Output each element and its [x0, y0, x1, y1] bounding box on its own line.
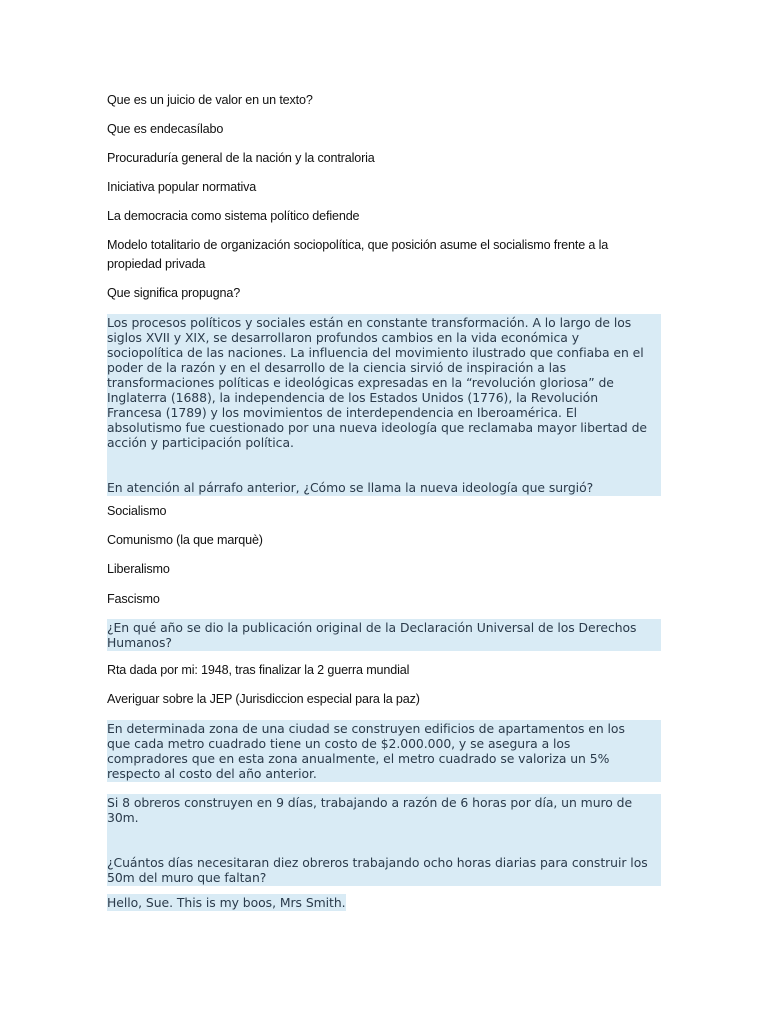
option-comunismo: [107, 531, 662, 550]
passage-line: poder de la razón y en el desarrollo de la ciencia sirvió de inspiración a las: [107, 360, 566, 375]
option-liberalismo: [107, 560, 662, 579]
question-democracia: [107, 207, 662, 226]
passage-line: En determinada zona de una ciudad se construyen edificios de apartamentos en los: [107, 721, 625, 736]
option-text: Comunismo (la que marquè): [107, 533, 263, 547]
question-juicio-de-valor: [107, 91, 662, 110]
question-text: Procuraduría general de la nación y la contraloria: [107, 151, 375, 165]
question-text: Que es endecasílabo: [107, 122, 224, 136]
question-text: Iniciativa popular normativa: [107, 180, 257, 194]
passage-line: Si 8 obreros construyen en 9 días, trabajando a razón de 6 horas por día, un muro de: [107, 795, 633, 810]
passage-gap: [107, 825, 661, 840]
question-iniciativa-popular: [107, 178, 662, 197]
note-text: Averiguar sobre la JEP (Jurisdiccion especial para la paz): [107, 692, 420, 706]
passage-line: siglos XVII y XIX, se desarrollaron profundos cambios en la vida económica y: [107, 330, 580, 345]
question-propugna: [107, 284, 662, 303]
note-jep: [107, 690, 662, 709]
passage-line: ¿En qué año se dio la publicación original de la Declaración Universal de los Derechos: [107, 620, 637, 635]
question-text: Que es un juicio de valor en un texto?: [107, 93, 313, 107]
passage-line: Humanos?: [107, 635, 172, 650]
highlighted-passage-apartamentos: [107, 720, 661, 782]
passage-question-line: ¿Cuántos días necesitaran diez obreros trabajando ocho horas diarias para construir los: [107, 855, 648, 870]
passage-question-line: 50m del muro que faltan?: [107, 870, 267, 885]
question-endecasilabo: [107, 120, 662, 139]
passage-line: transformaciones políticas e ideológicas expresadas en la “revolución gloriosa” de: [107, 375, 614, 390]
passage-line: respecto al costo del año anterior.: [107, 766, 317, 781]
passage-line: Los procesos políticos y sociales están en constante transformación. A lo largo de los: [107, 315, 632, 330]
passage-line: absolutismo fue cuestionado por una nueva ideología que reclamaba mayor libertad de: [107, 420, 647, 435]
highlighted-question-derechos-humanos: [107, 619, 661, 651]
passage-line: compradores que en esta zona anualmente, el metro cuadrado se valoriza un 5%: [107, 751, 610, 766]
highlighted-passage-obreros: [107, 794, 661, 886]
passage-line: Hello, Sue. This is my boos, Mrs Smith.: [107, 895, 346, 910]
option-fascismo: [107, 590, 662, 609]
passage-gap: [107, 450, 661, 465]
option-text: Socialismo: [107, 504, 167, 518]
option-text: Liberalismo: [107, 562, 170, 576]
question-procuraduria: [107, 149, 662, 168]
passage-question: En atención al párrafo anterior, ¿Cómo se llama la nueva ideología que surgió?: [107, 480, 594, 495]
passage-line: Inglaterra (1688), la independencia de los Estados Unidos (1776), la Revolución: [107, 390, 598, 405]
option-socialismo: [107, 502, 662, 521]
passage-gap: [107, 840, 661, 855]
highlighted-line-hello-sue: [107, 894, 346, 911]
option-text: Fascismo: [107, 592, 160, 606]
question-text-line: Modelo totalitario de organización sociopolítica, que posición asume el socialismo frente a la: [107, 238, 609, 252]
passage-gap: [107, 465, 661, 480]
passage-line: acción y participación política.: [107, 435, 294, 450]
question-text-line: propiedad privada: [107, 257, 206, 271]
passage-line: sociopolítica de las naciones. La influencia del movimiento ilustrado que confiaba en el: [107, 345, 644, 360]
highlighted-passage-ideologia: [107, 314, 661, 496]
question-text: Que significa propugna?: [107, 286, 241, 300]
answer-text: Rta dada por mi: 1948, tras finalizar la 2 guerra mundial: [107, 663, 410, 677]
question-text: La democracia como sistema político defiende: [107, 209, 360, 223]
passage-line: Francesa (1789) y los movimientos de interdependencia en Iberoamérica. El: [107, 405, 577, 420]
question-modelo-totalitario: [107, 236, 662, 274]
passage-line: que cada metro cuadrado tiene un costo de $2.000.000, y se asegura a los: [107, 736, 571, 751]
answer-1948: [107, 661, 662, 680]
passage-line: 30m.: [107, 810, 139, 825]
